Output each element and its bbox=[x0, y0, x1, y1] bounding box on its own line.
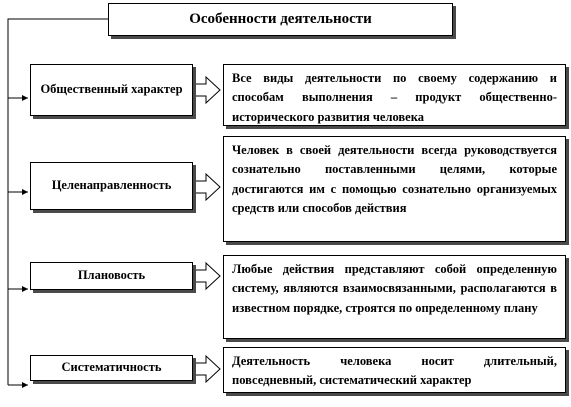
description-box-social-character: Все виды деятельности по своему содержанию и способам выполнения – продукт общественно-исторического развития человека bbox=[223, 64, 566, 126]
branch-arrow-0 bbox=[8, 95, 28, 101]
diagram-title: Особенности деятельности bbox=[108, 3, 453, 36]
feature-box-purposefulness: Целенаправленность bbox=[30, 162, 193, 210]
branch-arrow-3 bbox=[8, 382, 28, 388]
description-box-systematicity: Деятельность человека носит длительный, повседневный, систематический характер bbox=[223, 347, 566, 393]
description-box-planning: Любые действия представляют собой определенную систему, являются взаимосвязанными, располагаются в известном порядке, строятся по определенному плану bbox=[223, 255, 566, 339]
description-box-purposefulness: Человек в своей деятельности всегда руководствуется сознательно поставленными целями, которые достигаются им с помощью сознательно организуемых средств или способов действия bbox=[223, 136, 566, 242]
block-arrow-1 bbox=[194, 174, 220, 200]
branch-arrow-2 bbox=[8, 286, 28, 292]
block-arrow-3 bbox=[194, 356, 220, 382]
block-arrow-0 bbox=[194, 77, 220, 103]
block-arrow-2 bbox=[194, 263, 220, 289]
feature-box-planning: Плановость bbox=[30, 262, 193, 290]
feature-box-social-character: Общественный характер bbox=[30, 64, 193, 116]
feature-box-systematicity: Систематичность bbox=[30, 355, 193, 381]
branch-arrow-1 bbox=[8, 189, 28, 195]
